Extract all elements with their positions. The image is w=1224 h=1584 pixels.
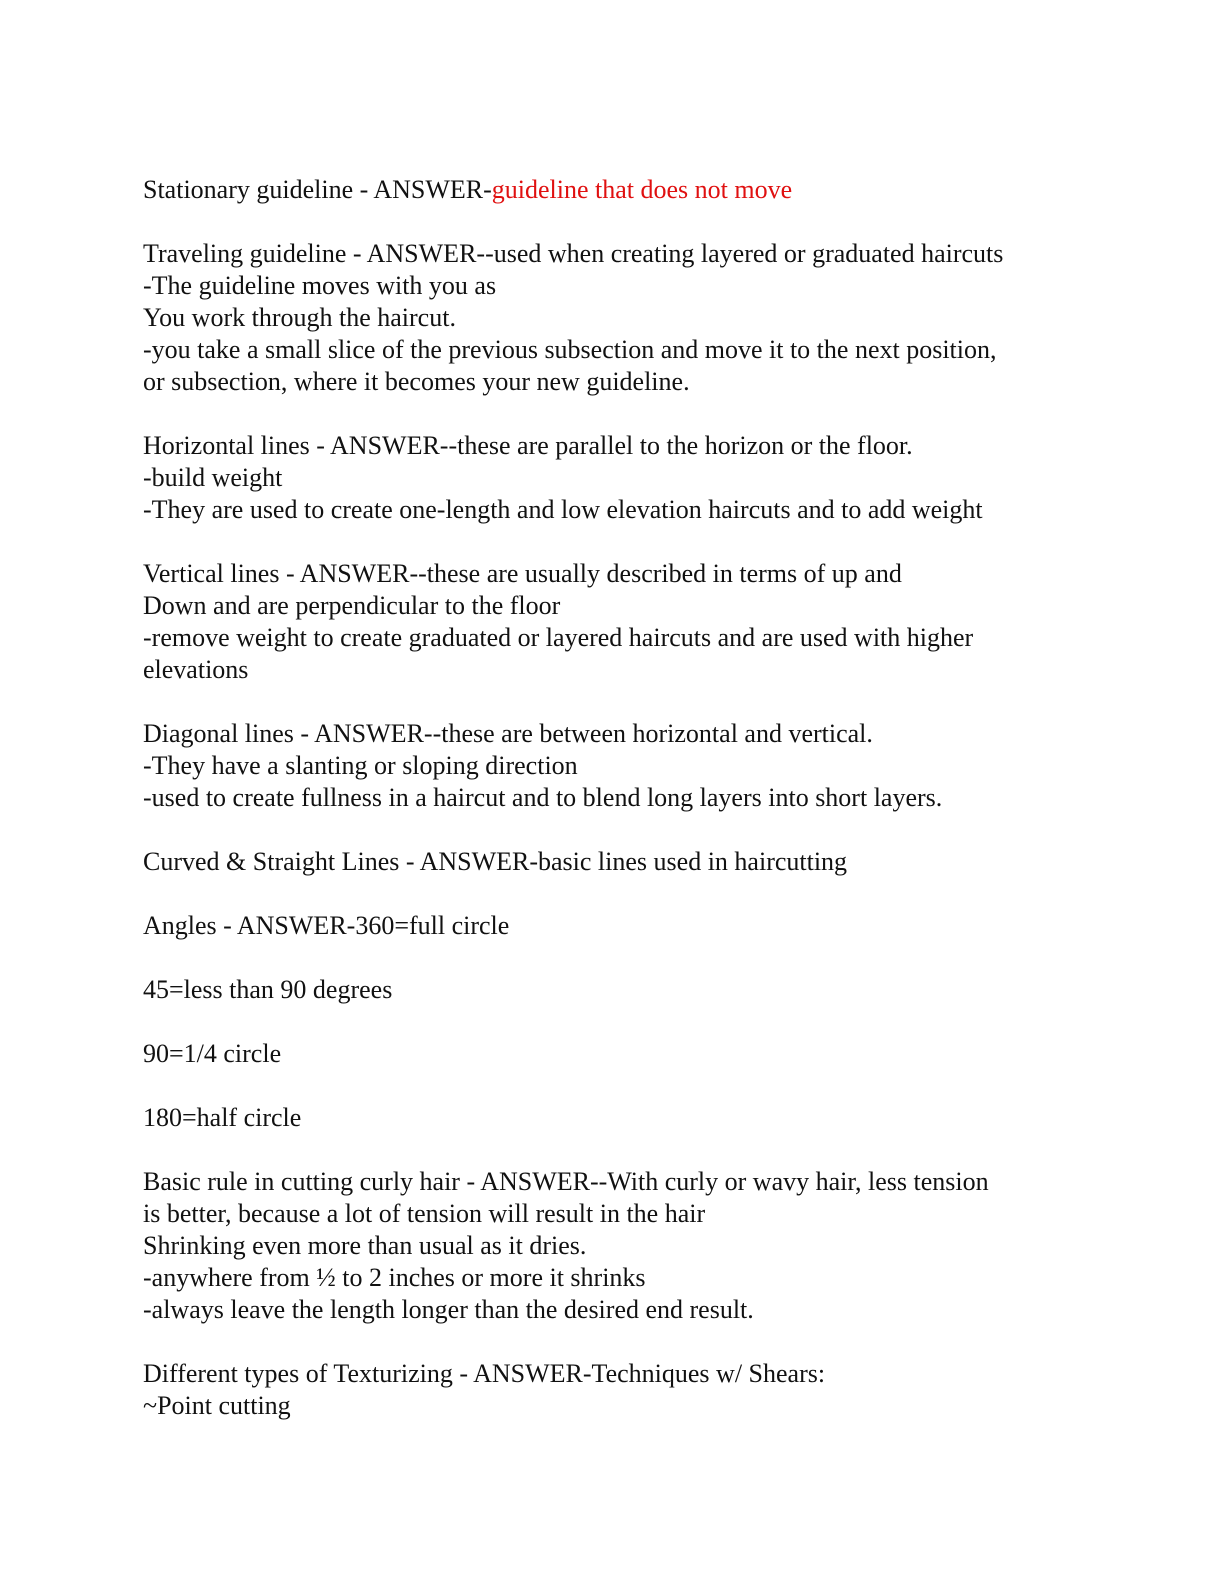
entry-traveling-guideline — [143, 238, 1103, 398]
entry-line: You work through the haircut. — [143, 303, 456, 332]
entry-angle-45 — [143, 974, 1103, 1006]
entry-line: -you take a small slice of the previous subsection and move it to the next position, — [143, 335, 997, 364]
entry-horizontal-lines — [143, 430, 1103, 526]
entry-texturizing — [143, 1358, 1103, 1422]
entry-line: Angles - ANSWER-360=full circle — [143, 911, 510, 940]
entry-diagonal-lines — [143, 718, 1103, 814]
entry-curly-hair-rule — [143, 1166, 1103, 1326]
entry-line: or subsection, where it becomes your new guideline. — [143, 367, 690, 396]
entry-line: 90=1/4 circle — [143, 1039, 282, 1068]
entry-vertical-lines — [143, 558, 1103, 686]
entry-line: 45=less than 90 degrees — [143, 975, 393, 1004]
entry-line: elevations — [143, 655, 249, 684]
term-text: Stationary guideline - ANSWER- — [143, 175, 492, 204]
entry-line: 180=half circle — [143, 1103, 302, 1132]
entry-curved-straight-lines — [143, 846, 1103, 878]
entry-angles — [143, 910, 1103, 942]
entry-line: -They are used to create one-length and low elevation haircuts and to add weight — [143, 495, 983, 524]
entry-line: -always leave the length longer than the desired end result. — [143, 1295, 754, 1324]
entry-stationary-guideline — [143, 174, 1103, 206]
entry-line: -They have a slanting or sloping direction — [143, 751, 578, 780]
entry-line — [143, 174, 1103, 206]
entry-line: Diagonal lines - ANSWER--these are between horizontal and vertical. — [143, 719, 873, 748]
entry-line: Curved & Straight Lines - ANSWER-basic lines used in haircutting — [143, 847, 848, 876]
entry-line: Shrinking even more than usual as it dries. — [143, 1231, 587, 1260]
entry-line: -anywhere from ½ to 2 inches or more it shrinks — [143, 1263, 646, 1292]
entry-line: -used to create fullness in a haircut and to blend long layers into short layers. — [143, 783, 943, 812]
entry-line: -The guideline moves with you as — [143, 271, 497, 300]
entry-line: Basic rule in cutting curly hair - ANSWER--With curly or wavy hair, less tension — [143, 1167, 989, 1196]
entry-line: Horizontal lines - ANSWER--these are parallel to the horizon or the floor. — [143, 431, 913, 460]
entry-angle-180 — [143, 1102, 1103, 1134]
entry-line: -remove weight to create graduated or layered haircuts and are used with higher — [143, 623, 974, 652]
entry-angle-90 — [143, 1038, 1103, 1070]
entry-line: Down and are perpendicular to the floor — [143, 591, 561, 620]
document-content — [143, 174, 1103, 1454]
entry-line: Vertical lines - ANSWER--these are usually described in terms of up and — [143, 559, 902, 588]
highlighted-answer: guideline that does not move — [491, 175, 793, 204]
entry-line: Traveling guideline - ANSWER--used when creating layered or graduated haircuts — [143, 239, 1004, 268]
entry-line: ~Point cutting — [143, 1391, 291, 1420]
entry-line: is better, because a lot of tension will result in the hair — [143, 1199, 706, 1228]
entry-line: Different types of Texturizing - ANSWER-Techniques w/ Shears: — [143, 1359, 826, 1388]
entry-line: -build weight — [143, 463, 283, 492]
